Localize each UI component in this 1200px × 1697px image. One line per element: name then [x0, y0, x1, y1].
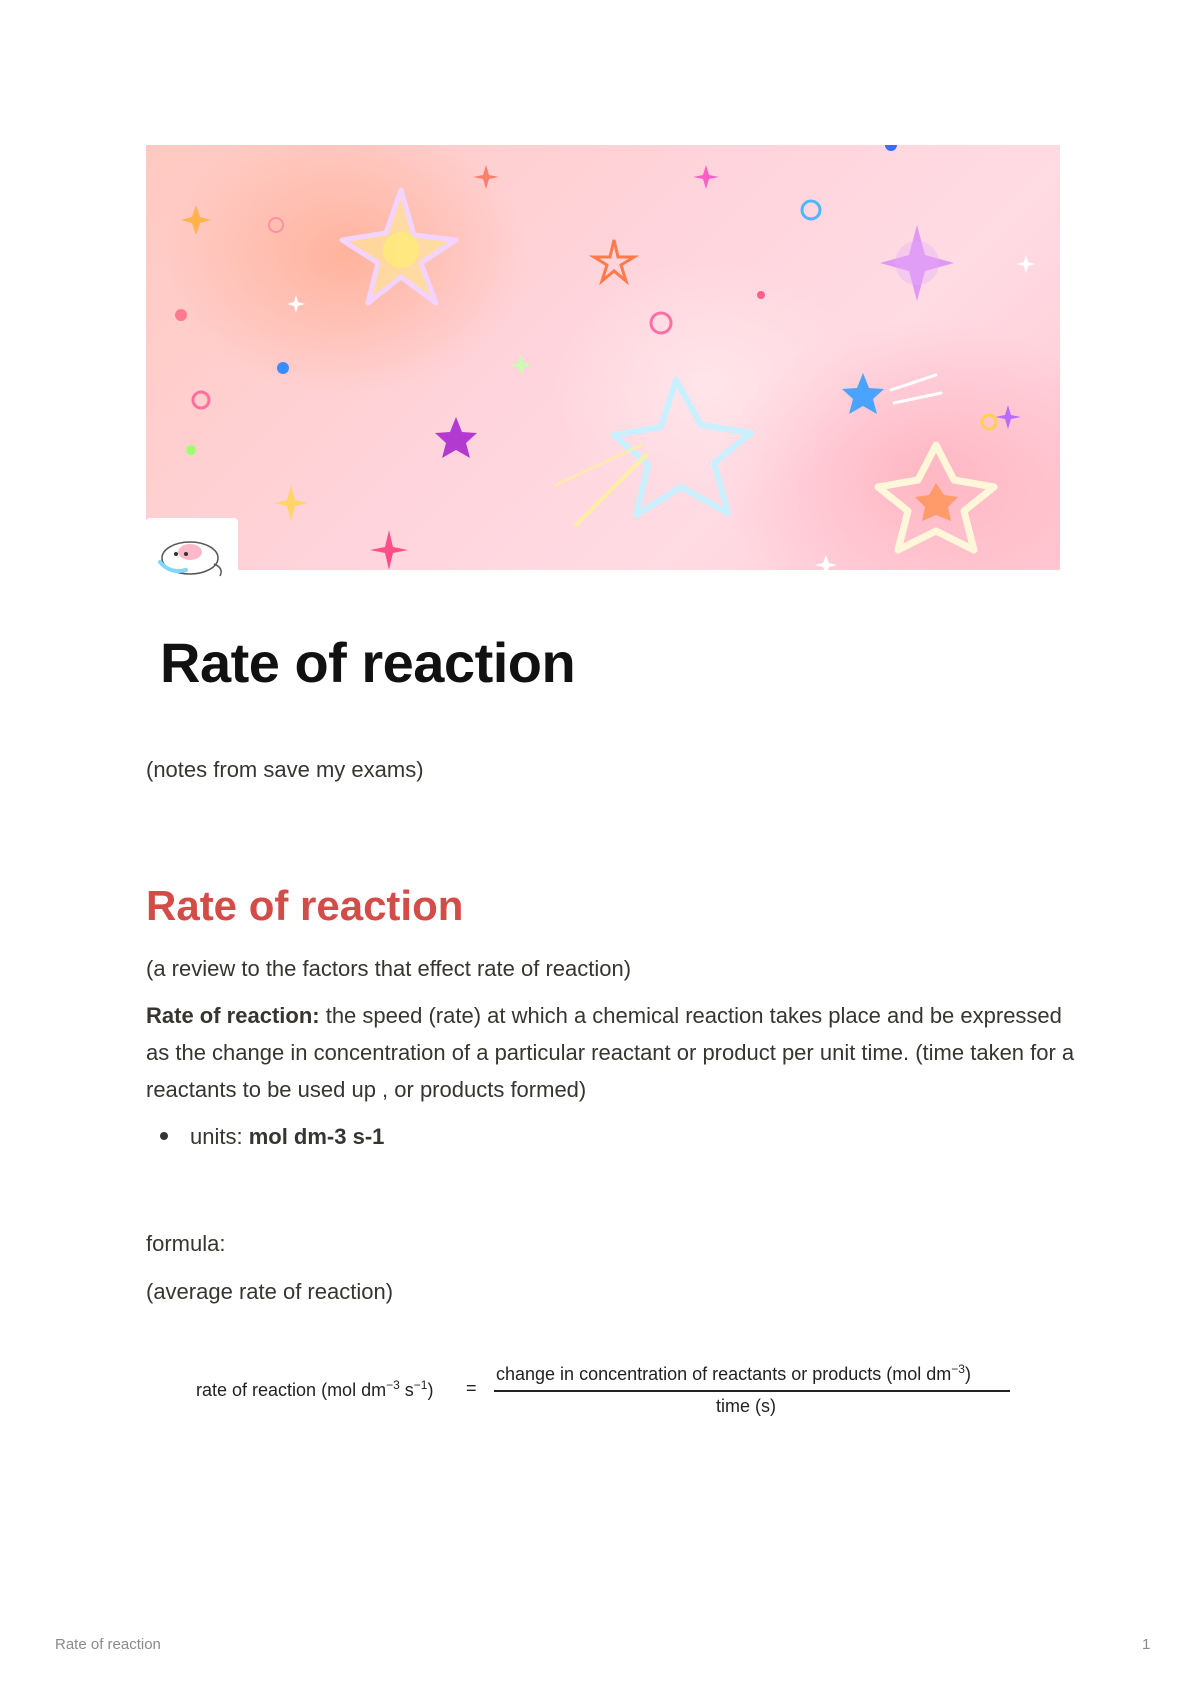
average-label: (average rate of reaction)	[146, 1279, 394, 1304]
formula-lhs-close: )	[427, 1380, 434, 1400]
formula-lhs-exponent: −1	[413, 1378, 428, 1392]
cream-outline-star	[878, 445, 994, 550]
small-blue-star	[842, 373, 884, 414]
swirl	[651, 313, 671, 333]
white-sparkle	[1017, 255, 1035, 273]
formula-label: formula:	[146, 1231, 226, 1256]
dot	[277, 362, 289, 374]
dot	[885, 145, 897, 151]
rate-formula	[196, 1362, 1026, 1422]
cover-image	[146, 145, 1060, 570]
sparkle-star-large	[342, 190, 456, 303]
formula-lhs	[196, 1378, 433, 1401]
violet-sparkle	[995, 405, 1021, 429]
formula-lhs-unit: s	[399, 1380, 414, 1400]
magenta-sparkle	[693, 165, 719, 189]
swirl	[269, 218, 283, 232]
section-heading: Rate of reaction	[146, 882, 464, 929]
footer-page-number: 1	[1142, 1636, 1151, 1653]
formula-lhs-text: rate of reaction (mol dm	[196, 1380, 387, 1400]
units-value: mol dm-3 s-1	[248, 1124, 385, 1149]
swirl	[193, 392, 209, 408]
cat-sticker-icon	[146, 518, 238, 590]
formula-equals: =	[466, 1378, 477, 1398]
blue-outline-star	[556, 380, 751, 525]
formula-numerator-text: change in concentration of reactants or products (mol dm	[496, 1364, 952, 1384]
dot	[186, 445, 196, 455]
orange-star-outline	[594, 240, 634, 281]
review-note: (a review to the factors that effect rate of reaction)	[146, 956, 632, 981]
small-purple-star	[435, 417, 477, 458]
fraction-bar	[494, 1390, 1010, 1392]
definition-paragraph	[146, 997, 1076, 1108]
yellow-sparkle	[274, 485, 308, 521]
starry-sky-illustration	[146, 145, 1060, 570]
green-sparkle	[510, 355, 532, 375]
page-title: Rate of reaction	[160, 631, 576, 694]
dot	[757, 291, 765, 299]
formula-lhs-exponent: −3	[386, 1378, 400, 1392]
pink-sparkle	[370, 530, 408, 570]
streak	[891, 375, 936, 390]
swirl	[802, 201, 820, 219]
definition-text: the speed (rate) at which a chemical reaction takes place and be expressed as the change in concentration of a particular reactant or product per unit time. (time taken for a reactants to be used up , or products formed)	[146, 1003, 1075, 1102]
definition-term: Rate of reaction:	[146, 1003, 320, 1028]
orange-sparkle	[181, 205, 211, 235]
formula-numerator	[496, 1362, 971, 1385]
formula-numerator-close: )	[964, 1364, 971, 1384]
formula-denominator: time (s)	[716, 1396, 776, 1416]
source-note: (notes from save my exams)	[146, 757, 424, 782]
bullet-icon	[160, 1132, 168, 1140]
purple-sparkle	[880, 225, 954, 301]
white-sparkle	[815, 555, 837, 570]
dot	[175, 309, 187, 321]
units-bullet	[160, 1124, 384, 1150]
units-label: units:	[190, 1124, 249, 1149]
dot	[982, 415, 996, 429]
coral-sparkle	[473, 165, 499, 189]
white-sparkle	[287, 295, 305, 313]
footer-page-title: Rate of reaction	[55, 1636, 161, 1653]
formula-numerator-exponent: −3	[951, 1362, 965, 1376]
streak	[894, 393, 941, 403]
